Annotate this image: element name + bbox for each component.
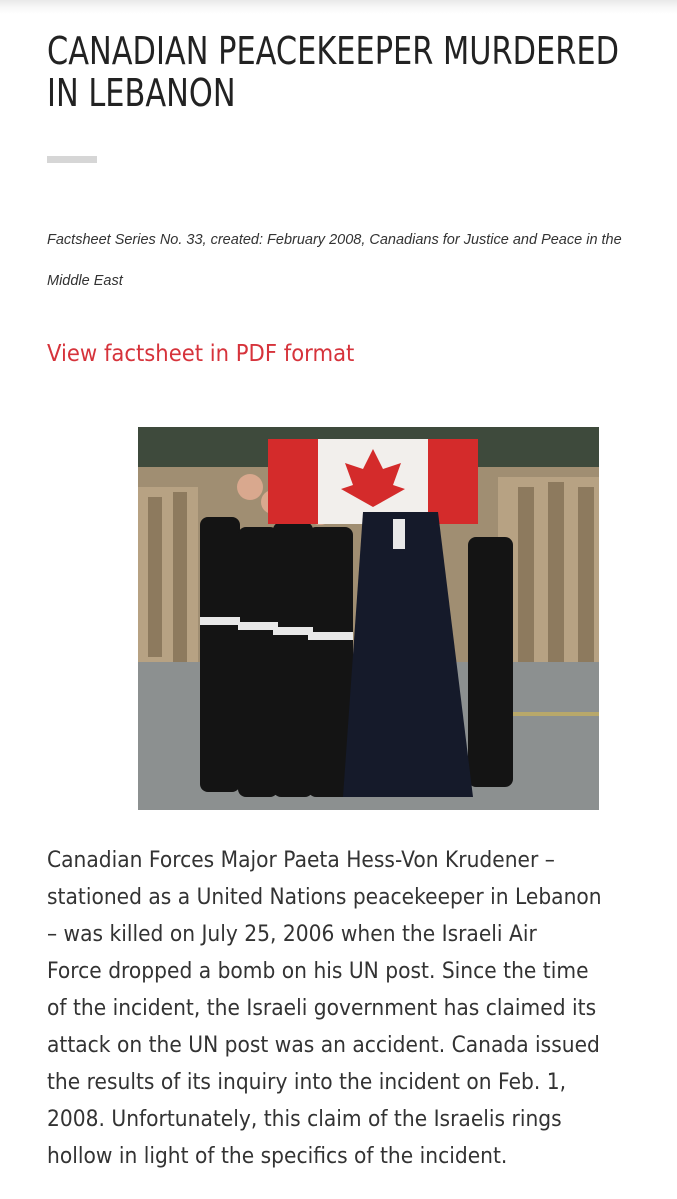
title-divider	[47, 156, 97, 163]
article-body: Canadian Forces Major Paeta Hess-Von Krudener – stationed as a United Nations peacekeeper in Lebanon – was killed on July 25, 2006 when the Israeli Air Force dropped a bomb on his UN post. Since the time of the incident, the Israeli government has claimed its attack on the UN post was an accident. Canada issued the results of its inquiry into the incident on Feb. 1, 2008. Unfortunately, this claim of the Israelis rings hollow in light of the specifics of the incident.	[47, 848, 602, 1169]
article-photo	[138, 427, 599, 810]
pdf-link[interactable]: View factsheet in PDF format	[47, 341, 355, 367]
article	[47, 29, 647, 1169]
page-title: CANADIAN PEACEKEEPER MURDERED IN LEBANON	[47, 29, 620, 115]
funeral-procession-illustration	[138, 427, 599, 810]
top-bar-shadow	[0, 0, 677, 14]
factsheet-meta: Factsheet Series No. 33, created: February 2008, Canadians for Justice and Peace in the Middle East	[47, 232, 622, 289]
